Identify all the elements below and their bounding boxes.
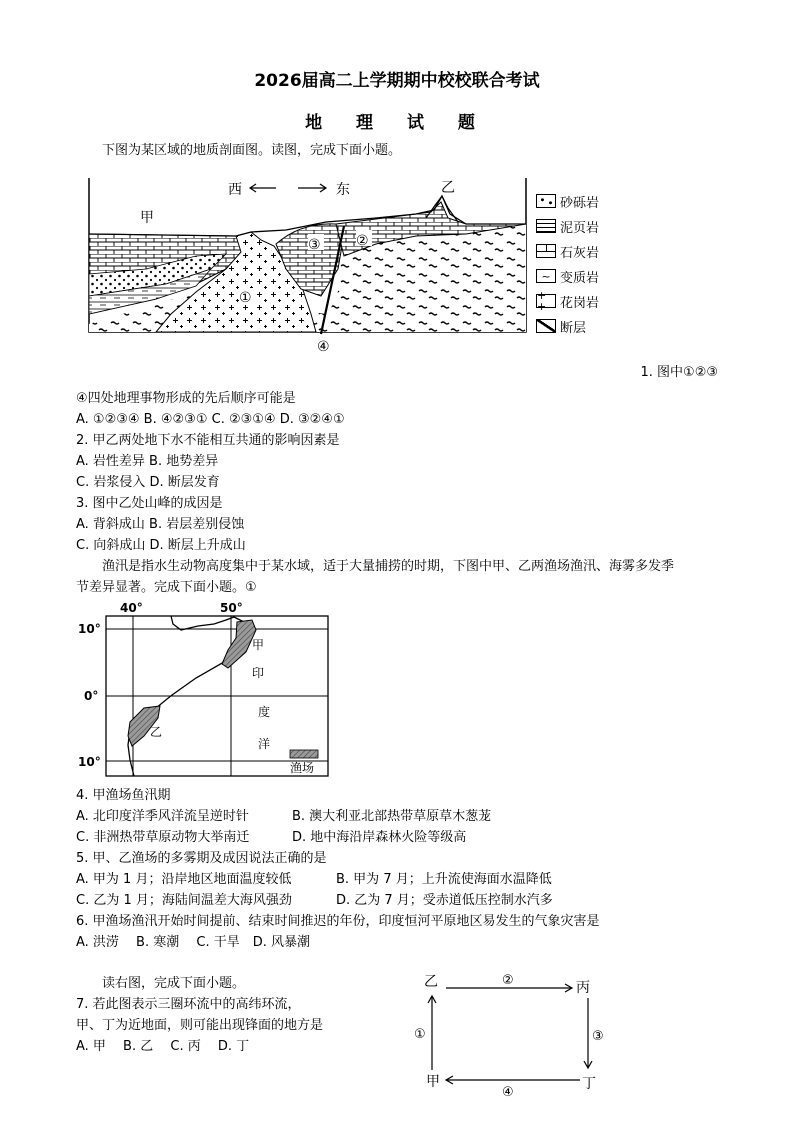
limestone-swatch (536, 244, 556, 258)
section1-intro: 下图为某区域的地质剖面图。读图，完成下面小题。 (102, 143, 402, 158)
q7-stem-line1: 7. 若此图表示三圈环流中的高纬环流， (76, 997, 301, 1012)
mark-2: ② (356, 233, 369, 249)
q5-option-c: C. 乙为 1 月；海陆间温差大海风强劲 (76, 893, 292, 908)
legend-granite (536, 289, 600, 313)
q1-number: 1. 图中①②③ (640, 365, 718, 380)
q2-options-cd: C. 岩浆侵入 D. 断层发育 (76, 475, 220, 490)
q3-stem: 3. 图中乙处山峰的成因是 (76, 496, 223, 511)
lat-0-label: 0° (84, 689, 99, 703)
legend-shale (536, 217, 599, 235)
q1-options: A. ①②③④ B. ④②③① C. ②③①④ D. ③②④① (76, 412, 345, 427)
dir-east-label: 东 (336, 182, 350, 198)
dir-west-label: 西 (228, 182, 242, 198)
section3-intro: 读右图，完成下面小题。 (102, 976, 246, 991)
q6-stem: 6. 甲渔场渔汛开始时间提前、结束时间推迟的年份，印度恒河平原地区易发生的气象灾害是 (76, 914, 600, 929)
mark-3: ③ (308, 237, 321, 253)
q7-stem-line2: 甲、丁为近地面，则可能出现锋面的地方是 (76, 1018, 324, 1033)
legend-label: 泥页岩 (560, 220, 600, 236)
q5-option-d: D. 乙为 7 月；受赤道低压控制水汽多 (336, 893, 553, 908)
arrow-1-label: ① (414, 1027, 426, 1042)
sandstone-swatch (536, 194, 556, 208)
q2-options-ab: A. 岩性差异 B. 地势差异 (76, 454, 219, 469)
legend-label: 变质岩 (560, 270, 600, 286)
q2-stem: 2. 甲乙两处地下水不能相互共通的影响因素是 (76, 433, 340, 448)
fishery-map (76, 600, 356, 780)
label-jia: 甲 (140, 210, 154, 226)
node-bing: 丙 (576, 980, 590, 996)
legend-label: 石灰岩 (560, 245, 600, 261)
q5-options-ab (76, 872, 552, 888)
lon-40-label: 40° (120, 601, 143, 615)
fishery-yi-label: 乙 (150, 725, 163, 739)
label-yi: 乙 (441, 180, 455, 196)
legend-sandstone (536, 192, 599, 210)
q3-options-ab: A. 背斜成山 B. 岩层差别侵蚀 (76, 517, 245, 532)
exam-title: 2026届高二上学期期中校校联合考试 (254, 71, 540, 91)
q5-options-cd (76, 893, 553, 909)
q4-option-b: B. 澳大利亚北部热带草原草木葱茏 (292, 809, 492, 824)
q4-option-c: C. 非洲热带草原动物大举南迁 (76, 830, 250, 845)
legend-metamorphic (536, 267, 599, 285)
mark-1: ① (239, 290, 252, 306)
node-yi: 乙 (424, 974, 438, 990)
arrow-3-label: ③ (592, 1029, 604, 1044)
q1-stem: ④四处地理事物形成的先后顺序可能是 (76, 391, 296, 406)
q3-options-cd: C. 向斜成山 D. 断层上升成山 (76, 538, 246, 553)
q5-option-b: B. 甲为 7 月；上升流使海面水温降低 (336, 872, 552, 887)
ocean-char-1: 印 (252, 666, 265, 680)
ocean-char-3: 洋 (258, 737, 271, 751)
legend-limestone (536, 242, 599, 260)
mark-4: ④ (317, 339, 330, 355)
legend-fault (536, 317, 586, 335)
q6-options: A. 洪涝 B. 寒潮 C. 干旱 D. 风暴潮 (76, 935, 310, 950)
legend-label: 砂砾岩 (560, 195, 600, 211)
arrow-2-label: ② (502, 973, 514, 988)
legend-label: 断层 (560, 320, 587, 336)
lat-10n-label: 10° (78, 622, 101, 636)
legend-label: 花岗岩 (560, 295, 600, 311)
subject-title: 地 理 试 题 (305, 113, 489, 133)
ocean-char-2: 度 (258, 705, 271, 719)
q4-options-cd (76, 830, 466, 846)
circulation-diagram (410, 966, 610, 1098)
section2-intro-line1: 渔汛是指水生动物高度集中于某水域，适于大量捕捞的时期，下图中甲、乙两渔场渔汛、海雾多发季 (102, 559, 675, 574)
lat-10s-label: 10° (78, 755, 101, 769)
node-ding: 丁 (582, 1076, 596, 1092)
q4-stem: 4. 甲渔场鱼汛期 (76, 788, 171, 803)
metamorphic-swatch: ~ (536, 269, 556, 283)
fishery-jia-label: 甲 (252, 638, 265, 652)
arrow-4-label: ④ (502, 1085, 514, 1098)
fault-swatch (536, 319, 556, 333)
q7-options: A. 甲 B. 乙 C. 丙 D. 丁 (76, 1039, 250, 1054)
q4-options-ab (76, 809, 491, 825)
geologic-cross-section (86, 174, 532, 356)
granite-swatch: + + (536, 294, 556, 308)
fishery-legend-label: 渔场 (290, 761, 315, 775)
q5-option-a: A. 甲为 1 月；沿岸地区地面温度较低 (76, 872, 292, 887)
section2-intro-line2: 节差异显著。完成下面小题。① (76, 580, 257, 595)
q4-option-d: D. 地中海沿岸森林火险等级高 (292, 830, 467, 845)
node-jia: 甲 (426, 1074, 440, 1090)
q4-option-a: A. 北印度洋季风洋流呈逆时针 (76, 809, 249, 824)
shale-swatch (536, 219, 556, 233)
q5-stem: 5. 甲、乙渔场的多雾期及成因说法正确的是 (76, 851, 327, 866)
lon-50-label: 50° (220, 601, 243, 615)
